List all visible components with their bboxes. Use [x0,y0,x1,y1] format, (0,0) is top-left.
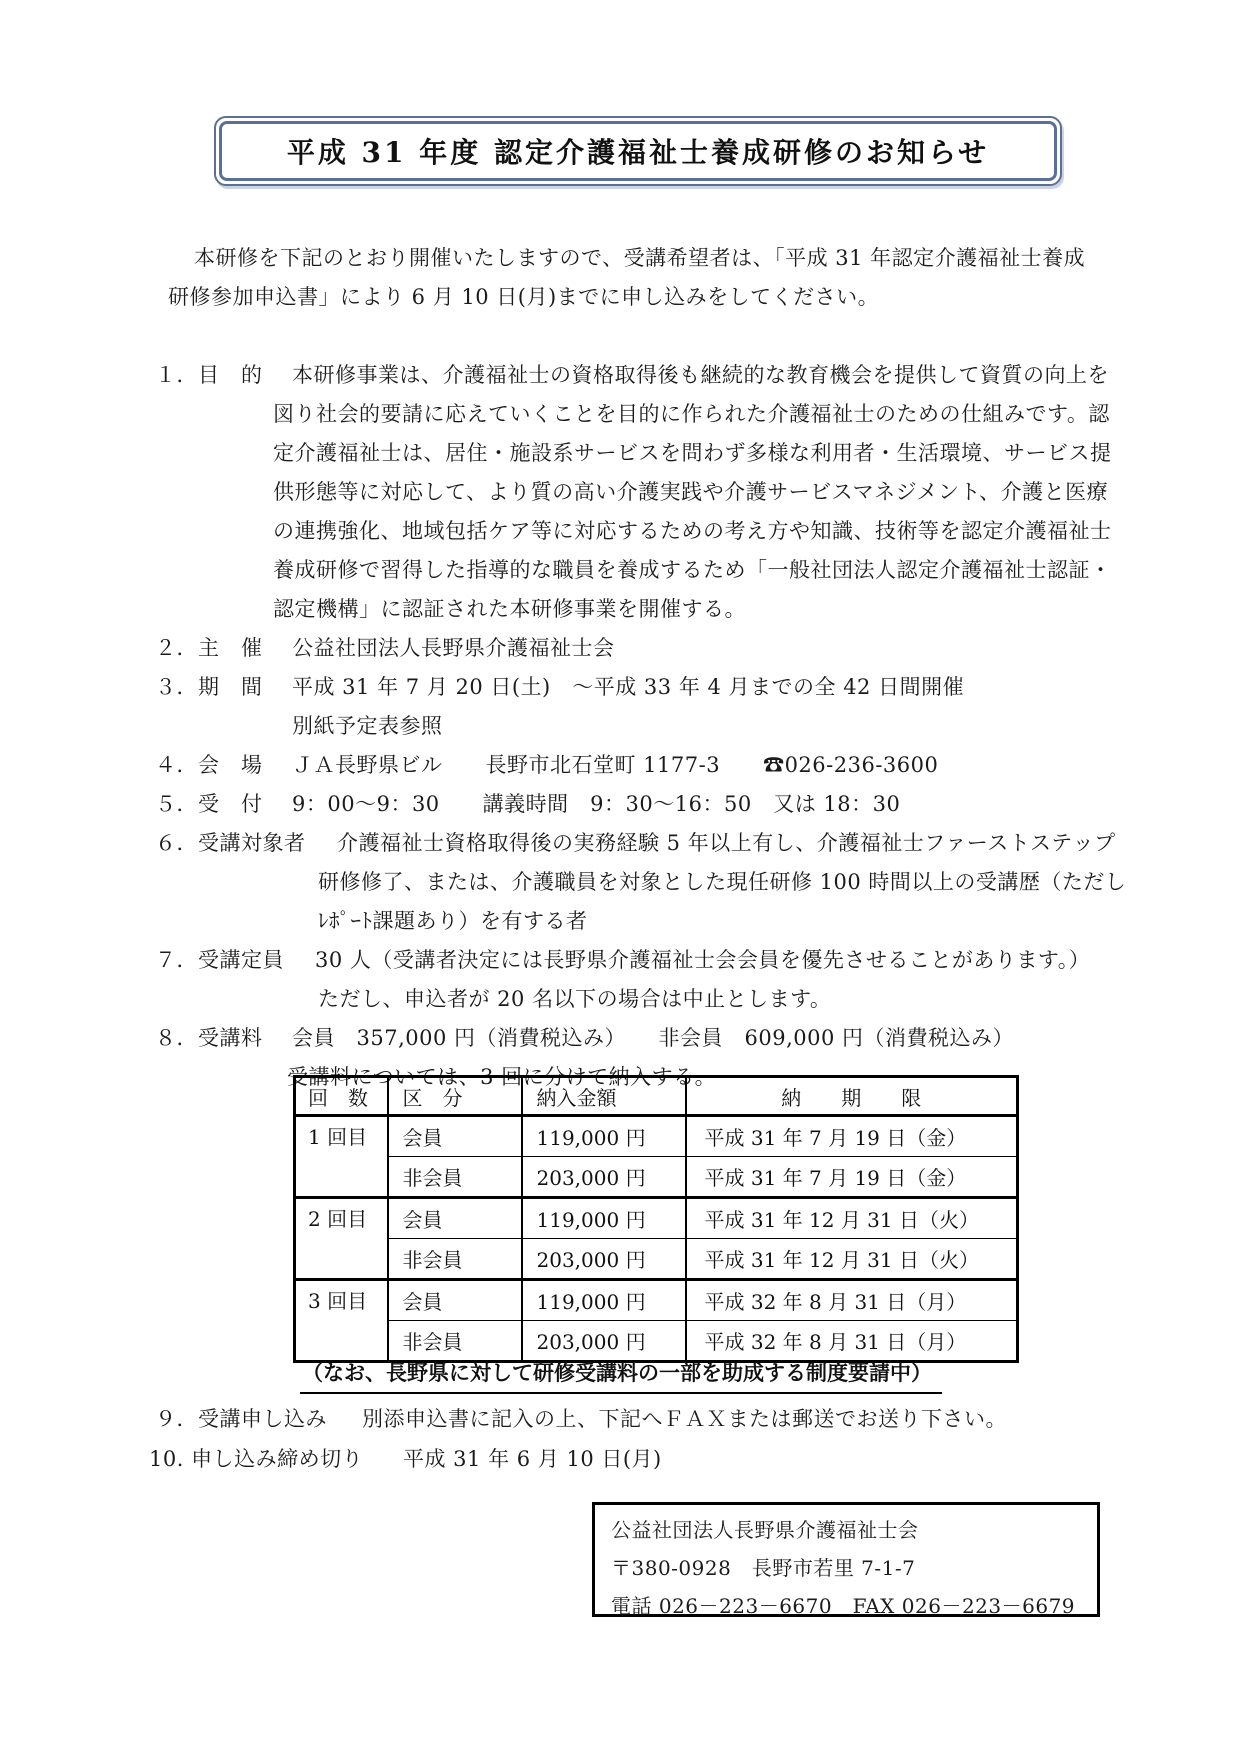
section-10-line-1: 平成 31 年 6 月 10 日(月) [403,1447,662,1471]
section-1-label: １．目 的 [155,363,263,387]
table-row [295,1280,1018,1321]
round-cell: 3 回目 [295,1280,388,1362]
intro-line-1: 本研修を下記のとおり開催いたしますので、受講希望者は、「平成 31 年認定介護福祉士養成 [194,246,1086,270]
section-1-line-1: 本研修事業は、介護福祉士の資格取得後も継続的な教育機会を提供して資質の向上を [292,363,1109,387]
section-3-label: ３．期 間 [155,675,263,699]
contact-box [592,1502,1100,1617]
contact-phone-fax: 電話 026－223－6670 FAX 026－223－6679 [611,1594,1076,1618]
deadline-cell: 平成 31 年 12 月 31 日（火） [686,1198,1018,1239]
amount-cell: 203,000 円 [522,1239,686,1280]
section-8-line-1: 会員 357,000 円（消費税込み） 非会員 609,000 円（消費税込み） [292,1026,1015,1050]
section-3-line-2: 別紙予定表参照 [292,714,443,738]
section-8-line-2: 受講料については、3 回に分けて納入する。 [287,1065,717,1089]
deadline-cell: 平成 32 年 8 月 31 日（月） [686,1321,1018,1362]
contact-address: 〒380-0928 長野市若里 7-1-7 [611,1556,916,1580]
deadline-cell: 平成 31 年 12 月 31 日（火） [686,1239,1018,1280]
table-row [295,1116,1018,1157]
round-cell: 2 回目 [295,1198,388,1280]
fee-table-group-2 [295,1198,1018,1280]
notice-title-box-inner [219,121,1057,181]
section-1-line-4: 供形態等に対応して、より質の高い介護実践や介護サービスマネジメント、介護と医療 [273,480,1109,504]
category-cell: 非会員 [388,1157,522,1198]
deadline-cell: 平成 31 年 7 月 19 日（金） [686,1157,1018,1198]
section-8-label: ８．受講料 [155,1026,263,1050]
contact-organization: 公益社団法人長野県介護福祉士会 [611,1518,919,1542]
section-6-line-1: 介護福祉士資格取得後の実務経験 5 年以上有し、介護福祉士ファーストステップ [337,831,1116,855]
section-2-label: ２．主 催 [155,636,263,660]
section-5-line-1: 9：00～9：30 講義時間 9：30～16：50 又は 18：30 [292,792,901,816]
category-cell: 会員 [388,1280,522,1321]
section-5-label: ５．受 付 [155,792,263,816]
fee-table-group-3 [295,1280,1018,1362]
section-4-label: ４．会 場 [155,753,263,777]
table-row [295,1157,1018,1198]
section-7-line-2: ただし、申込者が 20 名以下の場合は中止とします。 [318,987,832,1011]
section-10-label: 10. 申し込み締め切り [149,1447,364,1471]
section-9-line-1: 別添申込書に記入の上、下記へＦＡＸまたは郵送でお送り下さい。 [362,1407,1007,1431]
fee-table-header [295,1077,1018,1116]
fee-table-group-1 [295,1116,1018,1198]
page-title: 平成 31 年度 認定介護福祉士養成研修のお知らせ [286,136,990,169]
table-row [295,1198,1018,1239]
section-6-line-3: ﾚﾎﾟｰﾄ課題あり）を有する者 [318,909,588,933]
amount-cell: 203,000 円 [522,1321,686,1362]
section-7-label: ７．受講定員 [155,948,284,972]
intro-line-2: 研修参加申込書」により 6 月 10 日(月)までに申し込みをしてください。 [168,285,880,309]
amount-cell: 119,000 円 [522,1280,686,1321]
category-cell: 会員 [388,1116,522,1157]
section-7-line-1: 30 人（受講者決定には長野県介護福祉士会会員を優先させることがあります。） [315,948,1091,972]
fee-table [293,1075,1019,1363]
section-1-line-3: 定介護福祉士は、居住・施設系サービスを問わず多様な利用者・生活環境、サービス提 [273,441,1112,465]
round-cell: 1 回目 [295,1116,388,1198]
section-4-line-1: ＪＡ長野県ビル 長野市北石堂町 1177-3 ☎026-236-3600 [292,753,939,777]
section-3-line-1: 平成 31 年 7 月 20 日(土) ～平成 33 年 4 月までの全 42 日間開催 [292,675,965,699]
deadline-cell: 平成 31 年 7 月 19 日（金） [686,1116,1018,1157]
amount-cell: 119,000 円 [522,1116,686,1157]
section-1-line-7: 認定機構」に認証された本研修事業を開催する。 [273,597,746,621]
section-1-line-2: 図り社会的要請に応えていくことを目的に作られた介護福祉士のための仕組みです。認 [273,402,1110,426]
fee-table-header-amount: 納入金額 [522,1077,686,1116]
amount-cell: 119,000 円 [522,1198,686,1239]
section-6-line-2: 研修修了、または、介護職員を対象とした現任研修 100 時間以上の受講歴（ただし [318,870,1127,894]
category-cell: 会員 [388,1198,522,1239]
section-1-line-6: 養成研修で習得した指導的な職員を養成するため「一般社団法人認定介護福祉士認証・ [273,558,1112,582]
fee-table-header-category: 区 分 [388,1077,522,1116]
subsidy-note: （なお、長野県に対して研修受講料の一部を助成する制度要請中） [300,1353,942,1394]
section-2-line-1: 公益社団法人長野県介護福祉士会 [292,636,615,660]
section-1-line-5: の連携強化、地域包括ケア等に対応するための考え方や知識、技術等を認定介護福祉士 [273,519,1112,543]
section-6-label: ６．受講対象者 [155,831,306,855]
fee-table-header-deadline: 納 期 限 [686,1077,1018,1116]
section-9-label: ９．受講申し込み [155,1407,327,1431]
fee-table-header-round: 回 数 [295,1077,388,1116]
category-cell: 非会員 [388,1239,522,1280]
category-cell: 非会員 [388,1321,522,1362]
table-row [295,1239,1018,1280]
amount-cell: 203,000 円 [522,1157,686,1198]
notice-title-box [214,116,1062,186]
deadline-cell: 平成 32 年 8 月 31 日（月） [686,1280,1018,1321]
